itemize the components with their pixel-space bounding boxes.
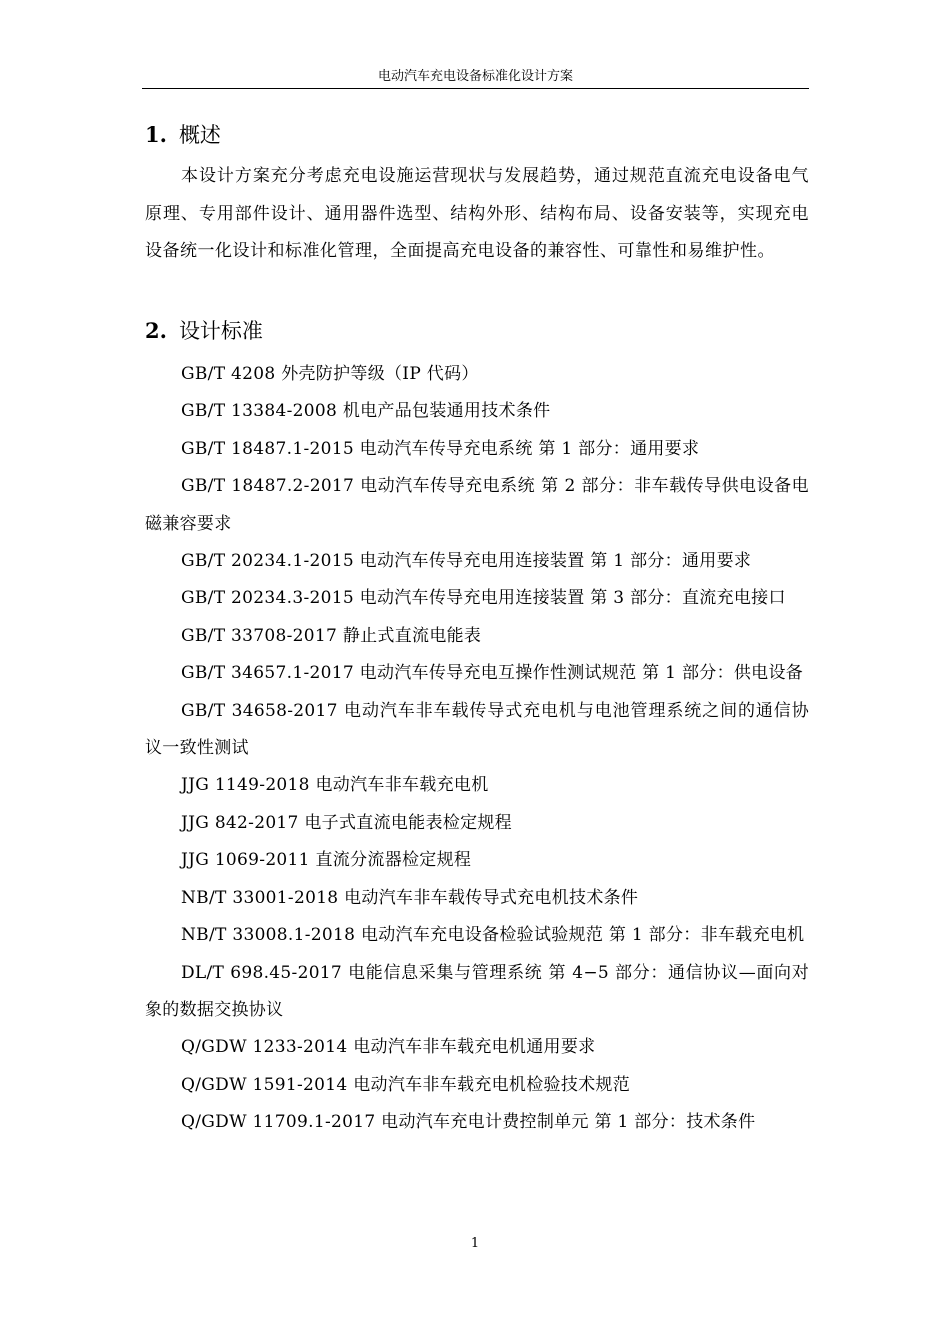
overview-paragraph: 本设计方案充分考虑充电设施运营现状与发展趋势，通过规范直流充电设备电气原理、专用部件设计、通用器件选型、结构外形、结构布局、设备安装等，实现充电设备统一化设计和标准化管理，全面提高充电设备的兼容性、可靠性和易维护性。: [145, 166, 809, 261]
page-number: 1: [470, 1236, 480, 1251]
standard-item: GB/T 13384-2008 机电产品包装通用技术条件: [181, 401, 551, 422]
document-title: 电动汽车充电设备标准化设计方案: [377, 69, 573, 84]
section-title: 设计标准: [178, 319, 263, 343]
standard-item: GB/T 18487.2-2017 电动汽车传导充电系统 第 2 部分：非车载传导供电设备电磁兼容要求: [145, 476, 809, 534]
page-header: [142, 66, 809, 89]
section-number: 2.: [145, 318, 167, 343]
section-heading-overview: [145, 112, 809, 158]
standard-item: GB/T 20234.1-2015 电动汽车传导充电用连接装置 第 1 部分：通用要求: [181, 551, 752, 572]
standard-item: DL/T 698.45-2017 电能信息采集与管理系统 第 4−5 部分：通信协议—面向对象的数据交换协议: [145, 962, 809, 1020]
standards-list: [145, 356, 809, 1142]
standard-item: GB/T 33708-2017 静止式直流电能表: [181, 625, 482, 646]
standard-item: JJG 842-2017 电子式直流电能表检定规程: [181, 812, 512, 833]
standard-item: GB/T 20234.3-2015 电动汽车传导充电用连接装置 第 3 部分：直流充电接口: [181, 588, 786, 609]
standard-item: GB/T 34657.1-2017 电动汽车传导充电互操作性测试规范 第 1 部分：供电设备: [181, 663, 804, 684]
standard-item: NB/T 33008.1-2018 电动汽车充电设备检验试验规范 第 1 部分：非车载充电机: [181, 925, 805, 946]
standard-item: JJG 1149-2018 电动汽车非车载充电机: [181, 775, 489, 796]
page-content: [145, 112, 809, 1142]
section-number: 1.: [145, 122, 167, 147]
standard-item: Q/GDW 1591-2014 电动汽车非车载充电机检验技术规范: [181, 1074, 631, 1095]
standard-item: JJG 1069-2011 直流分流器检定规程: [181, 850, 472, 871]
section-title: 概述: [178, 123, 221, 147]
standard-item: Q/GDW 11709.1-2017 电动汽车充电计费控制单元 第 1 部分：技术条件: [181, 1112, 756, 1133]
standard-item: GB/T 34658-2017 电动汽车非车载传导式充电机与电池管理系统之间的通信协议一致性测试: [145, 700, 809, 759]
standard-item: NB/T 33001-2018 电动汽车非车载传导式充电机技术条件: [181, 887, 639, 908]
standard-item: GB/T 4208 外壳防护等级（IP 代码）: [181, 364, 479, 384]
standard-item: GB/T 18487.1-2015 电动汽车传导充电系统 第 1 部分：通用要求: [181, 438, 700, 459]
standard-item: Q/GDW 1233-2014 电动汽车非车载充电机通用要求: [181, 1037, 596, 1058]
section-heading-design-standards: [145, 308, 809, 354]
